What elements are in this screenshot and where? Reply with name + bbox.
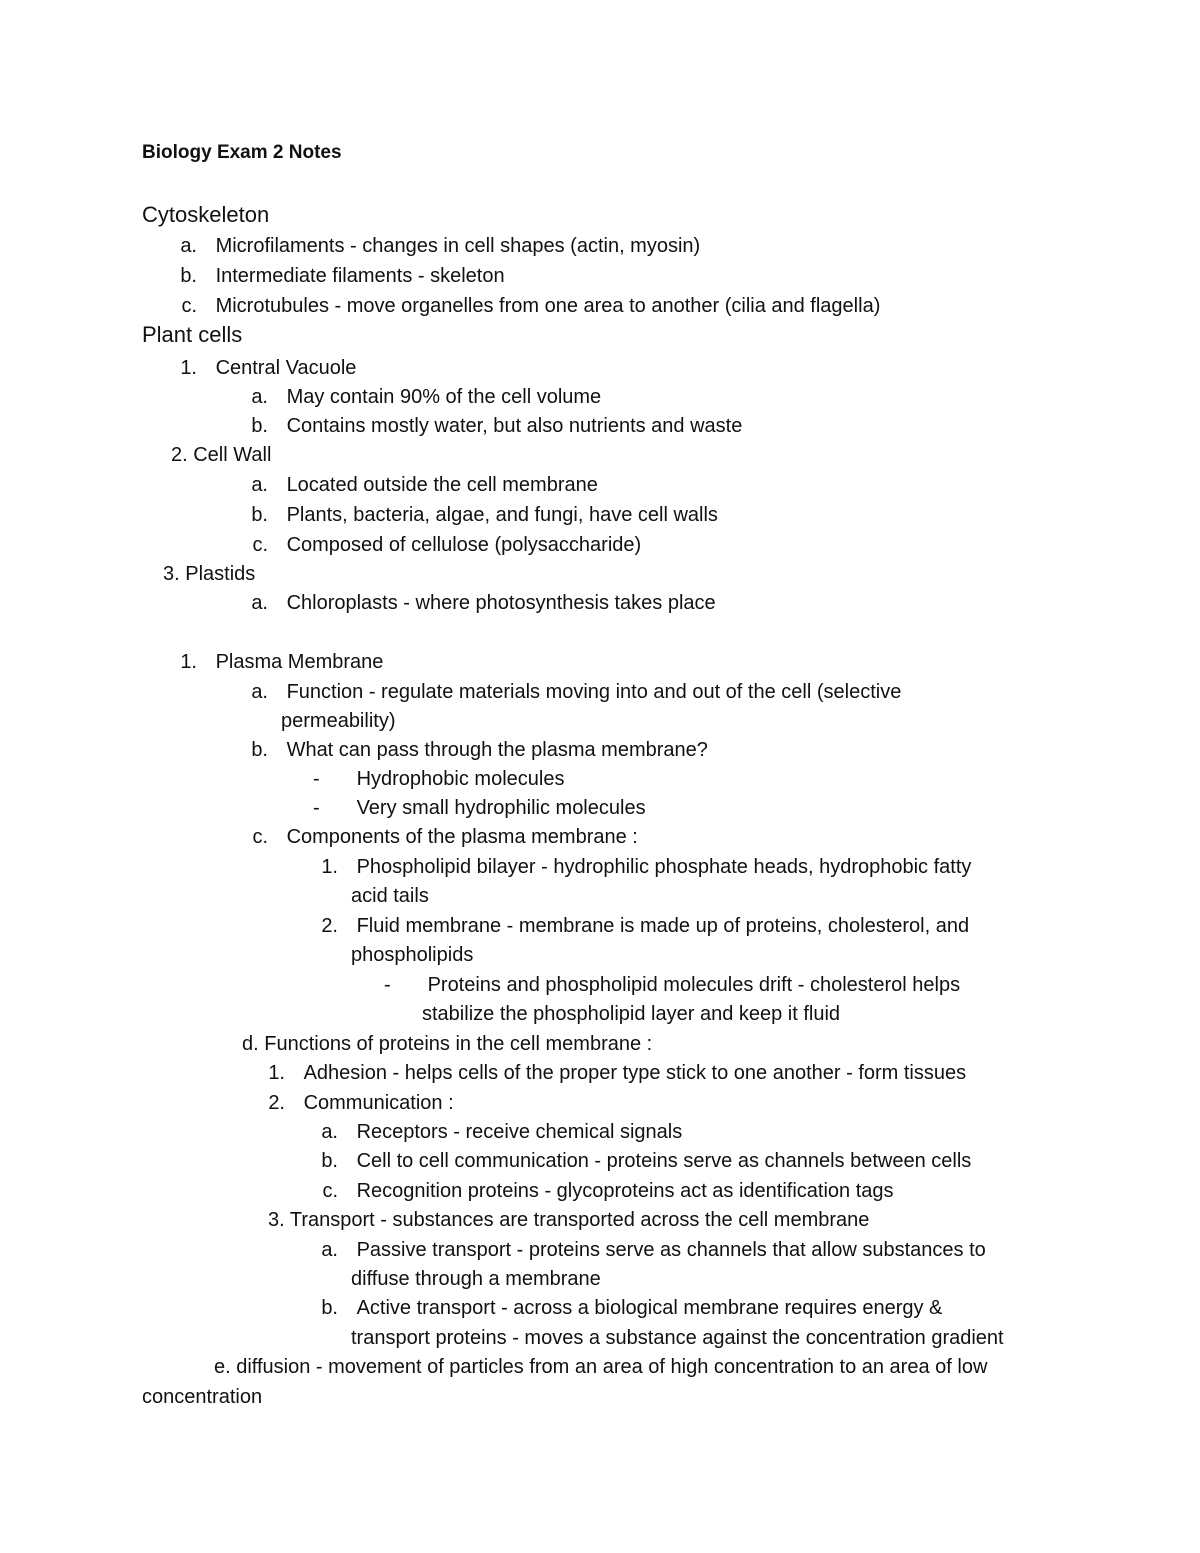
list-item: [313, 1293, 942, 1323]
list-marker: a.: [180, 235, 197, 257]
list-text: Function - regulate materials moving into and out of the cell (selective: [286, 681, 902, 703]
list-item: [313, 793, 646, 823]
section-heading-cytoskeleton: Cytoskeleton: [142, 202, 270, 227]
list-item: [260, 1058, 966, 1088]
list-text: 3. Transport - substances are transported across the cell membrane: [268, 1209, 870, 1231]
list-marker: c.: [322, 1180, 338, 1202]
list-item: [243, 588, 716, 618]
list-item: [172, 231, 700, 261]
list-marker: b.: [251, 415, 268, 437]
list-text: Hydrophobic molecules: [356, 768, 565, 790]
list-item: [243, 735, 708, 765]
list-text: permeability): [281, 710, 396, 732]
list-text: 3. Plastids: [163, 563, 256, 585]
list-text: Plasma Membrane: [215, 651, 384, 673]
list-marker: b.: [321, 1297, 338, 1319]
list-item: [313, 764, 564, 794]
list-marker: 1.: [321, 856, 338, 878]
list-item: [243, 382, 601, 412]
list-item: [172, 291, 880, 321]
list-text: Receptors - receive chemical signals: [356, 1121, 683, 1143]
list-item: [242, 1029, 652, 1059]
list-text: Intermediate filaments - skeleton: [215, 265, 505, 287]
list-item: [313, 1176, 894, 1206]
list-text: Phospholipid bilayer - hydrophilic phosphate heads, hydrophobic fatty: [356, 856, 972, 878]
list-text: Passive transport - proteins serve as channels that allow substances to: [356, 1239, 986, 1261]
list-marker: a.: [321, 1239, 338, 1261]
list-marker: 2.: [268, 1092, 285, 1114]
list-text: stabilize the phospholipid layer and keep it fluid: [422, 1003, 841, 1025]
list-text: 2. Cell Wall: [171, 444, 272, 466]
list-item-continuation: [422, 999, 840, 1029]
list-text: Composed of cellulose (polysaccharide): [286, 534, 642, 556]
list-marker: c.: [252, 826, 268, 848]
list-text: Fluid membrane - membrane is made up of proteins, cholesterol, and: [356, 915, 970, 937]
list-item-continuation: [351, 1264, 601, 1294]
list-text: Microfilaments - changes in cell shapes (actin, myosin): [215, 235, 701, 257]
list-text: Recognition proteins - glycoproteins act as identification tags: [356, 1180, 894, 1202]
list-text: Very small hydrophilic molecules: [356, 797, 646, 819]
list-marker: b.: [251, 504, 268, 526]
page-title: Biology Exam 2 Notes: [142, 142, 342, 163]
list-text: Central Vacuole: [215, 357, 357, 379]
list-item: [313, 1235, 986, 1265]
list-text: d. Functions of proteins in the cell membrane :: [242, 1033, 653, 1055]
list-marker: -: [384, 974, 391, 996]
list-marker: 2.: [321, 915, 338, 937]
list-text: Active transport - across a biological membrane requires energy &: [356, 1297, 943, 1319]
list-marker: c.: [181, 295, 197, 317]
list-text: transport proteins - moves a substance against the concentration gradient: [351, 1327, 1004, 1349]
list-item: [243, 530, 641, 560]
list-text: diffuse through a membrane: [351, 1268, 601, 1290]
list-item-continuation: [351, 881, 429, 911]
list-text: May contain 90% of the cell volume: [286, 386, 602, 408]
list-item: [243, 677, 901, 707]
list-item: [313, 1117, 682, 1147]
list-marker: -: [313, 768, 320, 790]
section-heading-plant-cells: Plant cells: [142, 322, 243, 347]
list-text: What can pass through the plasma membrane?: [286, 739, 708, 761]
list-item: [260, 1088, 454, 1118]
list-text: Adhesion - helps cells of the proper type stick to one another - form tissues: [303, 1062, 967, 1084]
list-text: concentration: [142, 1386, 263, 1408]
list-item-continuation: [351, 940, 473, 970]
list-text: phospholipids: [351, 944, 474, 966]
list-marker: a.: [251, 681, 268, 703]
list-text: Contains mostly water, but also nutrients and waste: [286, 415, 743, 437]
list-marker: b.: [180, 265, 197, 287]
list-item: [384, 970, 960, 1000]
list-text: Communication :: [303, 1092, 454, 1114]
list-marker: a.: [251, 592, 268, 614]
list-marker: -: [313, 797, 320, 819]
list-item: [172, 261, 505, 291]
list-item: [172, 353, 356, 383]
list-text: Microtubules - move organelles from one area to another (cilia and flagella): [215, 295, 881, 317]
list-item: [172, 647, 383, 677]
list-item: [243, 500, 718, 530]
list-marker: 1.: [180, 357, 197, 379]
list-item-continuation: [281, 706, 395, 736]
list-marker: b.: [321, 1150, 338, 1172]
list-item: [243, 470, 598, 500]
list-text: Chloroplasts - where photosynthesis takes place: [286, 592, 716, 614]
list-item: [171, 440, 271, 470]
list-marker: c.: [252, 534, 268, 556]
list-marker: a.: [251, 386, 268, 408]
list-marker: 1.: [268, 1062, 285, 1084]
list-marker: a.: [321, 1121, 338, 1143]
list-item-continuation: [351, 1323, 1004, 1353]
list-marker: 1.: [180, 651, 197, 673]
list-text: acid tails: [351, 885, 429, 907]
list-item: [268, 1205, 869, 1235]
list-text: e. diffusion - movement of particles from an area of high concentration to an area of low: [214, 1356, 988, 1378]
list-item: [243, 822, 638, 852]
list-marker: a.: [251, 474, 268, 496]
list-marker: b.: [251, 739, 268, 761]
list-item: [163, 559, 255, 589]
list-text: Located outside the cell membrane: [286, 474, 598, 496]
list-item-continuation: [142, 1382, 262, 1412]
list-item: [313, 1146, 971, 1176]
list-item: [214, 1352, 987, 1382]
list-item: [243, 411, 742, 441]
list-text: Proteins and phospholipid molecules drift - cholesterol helps: [427, 974, 961, 996]
list-item: [313, 852, 971, 882]
list-item: [313, 911, 969, 941]
list-text: Cell to cell communication - proteins serve as channels between cells: [356, 1150, 972, 1172]
list-text: Plants, bacteria, algae, and fungi, have cell walls: [286, 504, 718, 526]
list-text: Components of the plasma membrane :: [286, 826, 638, 848]
